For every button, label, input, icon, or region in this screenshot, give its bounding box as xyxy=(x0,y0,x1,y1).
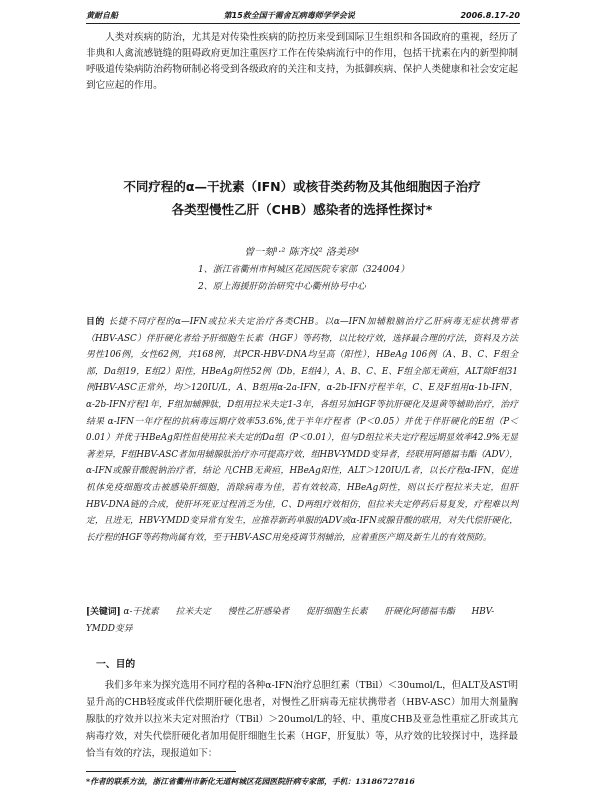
paper-title xyxy=(86,175,518,221)
footnote: *作者的联系方法，浙江省衢州市新化无道柯城区花园医院肝病专家部，手机：13186727816 xyxy=(86,777,415,786)
keywords xyxy=(86,604,518,637)
abstract-label: 目的 xyxy=(86,317,106,327)
keyword: 慢性乙肝感染者 xyxy=(227,607,290,617)
keyword: 拉米夫定 xyxy=(175,607,211,617)
keyword: HBV-YMDD变异 xyxy=(86,607,495,634)
section-body: 我们多年来为探究选用不同疗程的各种α-IFN治疗总胆红素（TBil）＜30umol/L，但ALT及AST明显升高的CHB轻度或伴代偿期肝硬化患者，对慢性乙肝病毒无症状携带者（HBV-ASC）加用大剂量胸腺肽的疗效并以拉米夫定对照治疗（TBil）＞20umol/L的轻、中、重度CHB及亚急性重症乙肝或其亢病毒疗效，对失代偿肝硬化者加用促肝细胞生长素（HGF，肝复肽）等，从疗效的比较探讨中，选择最恰当有效的疗法，现报道如下： xyxy=(86,680,518,759)
section-heading: 一、目的 xyxy=(96,659,136,670)
keyword: 肝硬化阿德福韦酯 xyxy=(384,607,455,617)
title-line-1: 不同疗程的α—干扰素（IFN）或核苷类药物及其他细胞因子治疗 xyxy=(123,179,481,194)
affiliation-1: 1、浙江省衢州市柯城区花园医院专家部（324004） xyxy=(198,265,410,275)
header-center: 第15救全国干需舍瓦病毒师学学会说 xyxy=(223,10,355,20)
affiliation-2: 2、原上海援肝防治研究中心衢州协号中心 xyxy=(198,282,366,292)
keywords-label: [关键词] xyxy=(86,607,121,617)
abstract-text: 长捷不同疗程的α—IFN或拉米夫定治疗各类CHB。以α—IFN加辅粮脑治疗乙肝病毒无症状携带者（HBV-ASC）伴肝硬化者给予肝细胞生长素（HGF）等药物，以比较疗效，选择最合理的疗法，资料及方法 男性106例，女性62例，共168例，其PCR-HBV-DNA均呈高（阳性），HBeAg 106例（A、B、C、F组全部，Da组19，E组2）阳性，HBeAg阴性52例（Db，E组4），A、B、C、E、F组全部无黄疸，ALT除F组31例HBV-ASC正常外，均＞120IU/L，A、B组用α-2a-IFN，α-2b-IFN疗程半年，C、E及F组用α-1b-IFN，α-2b-IFN疗程1年，F组加辅脾肽，D组用拉米夫定1-3年，各组另加HGF等抗肝硬化及退黄等辅助治疗，治疗结果 α-IFN一年疗程的抗病毒远期疗效率53.6%,优于半年疗程者（P＜0.05）并优于伴肝硬化的E组（P＜0.01）并优于HBeAg阳性但使用拉米夫定的Da组（P＜0.01），但与D组拉米夫定疗程远期显效率42.9%无显著差异，F组HBV-ASC者加用辅腺肽治疗亦可提高疗效，组HBV-YMDD变异者，经联用阿德福韦酯（ADV），α-IFN或腺苷酸脱钠治疗者，结论 凡CHB无黄疸，HBeAg阳性，ALT＞120IU/L者，以长疗程α-IFN，促进机体免疫细胞攻击被感染肝细胞，消除病毒为佳，若有效较高，HBeAg阴性，则以长疗程拉米夫定，但肝HBV-DNA链的合成，使肝坏死亚过程消乏为佳，C、D两组疗效相仿，但拉米夫定停药后易复发，疗程难以判定，且进无，HBV-YMDD变异常有发生，应推荐新药单服的ADV或α-IFN或腺苷酸的联用，对失代偿肝硬化，长疗程的HGF等药物尚属有效，至于HBV-ASC用免疫调节剂辅治，应着重医产期及新生儿的有效预防。 xyxy=(86,317,518,543)
footnote-rule xyxy=(86,771,236,772)
header-rule xyxy=(86,23,520,24)
keyword: α-干扰素 xyxy=(123,607,159,617)
abstract xyxy=(86,314,518,546)
running-header xyxy=(86,8,520,22)
header-left: 黄耐自船 xyxy=(86,10,118,20)
intro-paragraph: 人类对疾病的防治，尤其是对传染性疾病的防控历来受到国际卫生组织和各国政府的重视，经历了非典和人禽流感链缝的阻碍政府更加注重医疗工作在传染病流行中的作用，包括干扰素在内的新型抑制呼吸道传染病防治药物研制必将受到各级政府的关注和支持，为抵御疾病、保护人类健康和社会安定起到它应起的作用。 xyxy=(86,32,518,91)
author-list: 曾一刻¹·² 陈齐坟² 洛美珍¹ xyxy=(244,247,360,258)
keyword: 促肝细胞生长素 xyxy=(306,607,368,617)
header-right: 2006.8.17-20 xyxy=(460,10,520,20)
affiliations xyxy=(86,262,518,296)
title-line-2: 各类型慢性乙肝（CHB）感染者的选择性探讨* xyxy=(171,202,433,217)
